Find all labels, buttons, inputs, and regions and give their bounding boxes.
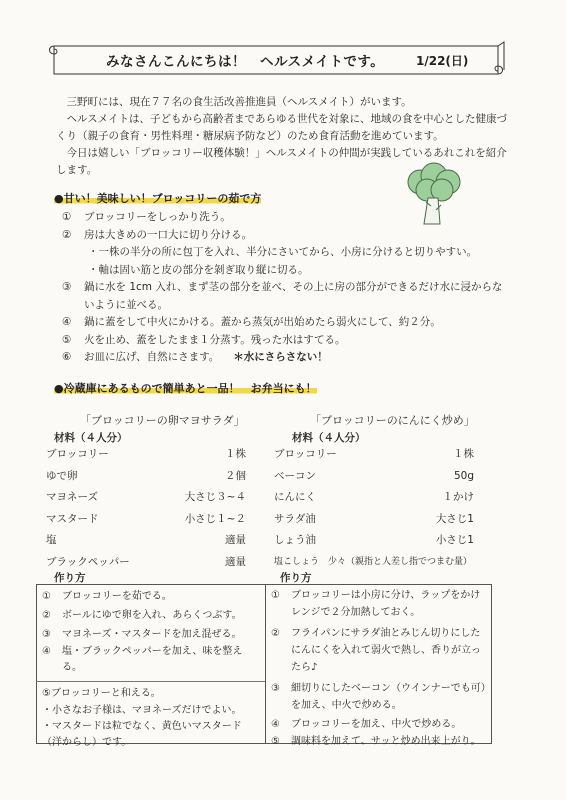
- list-item: ① ブロッコリーは小房に分け、ラップをかけレンジで２分加熱しておく。: [271, 590, 481, 618]
- ingredient-row: 塩 適量: [46, 534, 246, 546]
- recipe2-materials-label: 材料（４人分）: [292, 432, 366, 444]
- recipe2-howto-label: 作り方: [280, 572, 312, 584]
- list-item: ⑤ 調味料を加えて、サッと炒め出来上がり。: [271, 736, 481, 747]
- recipe1-howto-label: 作り方: [54, 572, 86, 584]
- ingredient-row: ブロッコリー １株: [46, 448, 246, 460]
- recipe2-ingredients: [274, 444, 474, 573]
- list-item: ④ 塩・ブラックペッパーを加え、味を整える。: [42, 646, 243, 673]
- boil-section-heading: ●甘い！美味しい！ブロッコリーの茹で方: [54, 192, 262, 205]
- boil-steps: [62, 209, 512, 367]
- leftovers-section-heading: ●冷蔵庫にあるもので簡単あと一品！ お弁当にも！: [54, 382, 317, 395]
- ingredient-row: マヨネーズ 大さじ３~４: [46, 491, 246, 503]
- recipe2-title: 「ブロッコリーのにんにく炒め」: [310, 414, 475, 427]
- list-item: ・小さなお子様は、マヨネーズだけでよい。: [42, 705, 242, 716]
- list-item: ② フライパンにサラダ油とみじん切りにしたにんにくを入れて弱火で熱し、香りが立ったら♪: [271, 628, 481, 673]
- list-item: ⑤ 火を止め、蓋をしたまま１分蒸す。残った水はすてる。: [62, 333, 346, 346]
- intro-paragraph: ヘルスメイトは、子どもから高齢者まであらゆる世代を対象に、地域の食を中心とした健康づくり（親子の食育・男性料理・糖尿病予防など）のため食育活動を進めています。: [56, 113, 507, 142]
- title-banner: [46, 40, 512, 80]
- ingredient-row: マスタード 小さじ１~２: [46, 512, 246, 525]
- list-item: ④ ブロッコリーを加え、中火で炒める。: [271, 719, 462, 730]
- page-title: みなさんこんにちは！ ヘルスメイトです。: [106, 54, 385, 70]
- recipe1-howto: [36, 584, 265, 748]
- list-item: ③ 細切りにしたベーコン（ウインナーでも可）を加え、中火で炒める。: [271, 683, 486, 711]
- ingredient-row: にんにく １かけ: [274, 491, 474, 503]
- recipe1-title: 「ブロッコリーの卵マヨサラダ」: [80, 414, 245, 427]
- list-item: ① ブロッコリーをしっかり洗う。: [62, 211, 231, 223]
- list-item: ・マスタードは粒でなく、黄色いマスタード（洋からし）です。: [42, 721, 242, 748]
- intro-paragraph: 三野町には、現在７７名の食生活改善推進員（ヘルスメイト）がいます。: [66, 96, 412, 108]
- list-item: ⑥ お皿に広げ、自然にさます。 ＊水にさらさない！: [62, 349, 512, 367]
- list-item: ③ 鍋に水を 1cm 入れ、まず茎の部分を並べ、その上に房の部分ができるだけ水に浸からないように並べる。: [62, 281, 503, 311]
- recipe1-materials-label: 材料（４人分）: [54, 432, 128, 444]
- ingredient-row: ブロッコリー １株: [274, 448, 474, 460]
- ingredient-row: ベーコン 50g: [274, 469, 474, 482]
- step-note: ＊水にさらさない！: [233, 351, 328, 363]
- list-item: ② 房は大きめの一口大に切り分ける。: [62, 228, 252, 241]
- list-item: ② ボールにゆで卵を入れ、あらくつぶす。: [42, 610, 242, 621]
- ingredient-row: 塩こしょう 少々（親指と人差し指でつまむ量）: [274, 556, 473, 567]
- recipe2-howto: [265, 584, 492, 747]
- page-date: 1/22(日): [416, 54, 469, 68]
- list-item: ④ 鍋に蓋をして中火にかける。蓋から蒸気が出始めたら弱火にして、約２分。: [62, 316, 441, 328]
- ingredient-row: しょう油 小さじ1: [274, 534, 474, 546]
- list-item: ・一株の半分の所に包丁を入れ、半分にさいてから、小房に分けると切りやすい。: [88, 246, 478, 258]
- list-item: ③ マヨネーズ・マスタードを加え混ぜる。: [42, 629, 242, 640]
- list-item: ① ブロッコリーを茹でる。: [42, 591, 172, 602]
- ingredient-row: サラダ油 大さじ1: [274, 512, 474, 525]
- intro-paragraph: 今日は嬉しい「ブロッコリー収穫体験！」ヘルスメイトの仲間が実践しているあれこれを紹介します。: [56, 147, 507, 176]
- ingredient-row: ゆで卵 ２個: [46, 469, 246, 482]
- list-item: ・軸は固い筋と皮の部分を剝ぎ取り縦に切る。: [88, 263, 309, 276]
- list-item: ⑤ブロッコリーと和える。: [42, 688, 161, 699]
- recipe1-ingredients: [46, 444, 246, 573]
- ingredient-row: ブラックペッパー 適量: [46, 555, 246, 568]
